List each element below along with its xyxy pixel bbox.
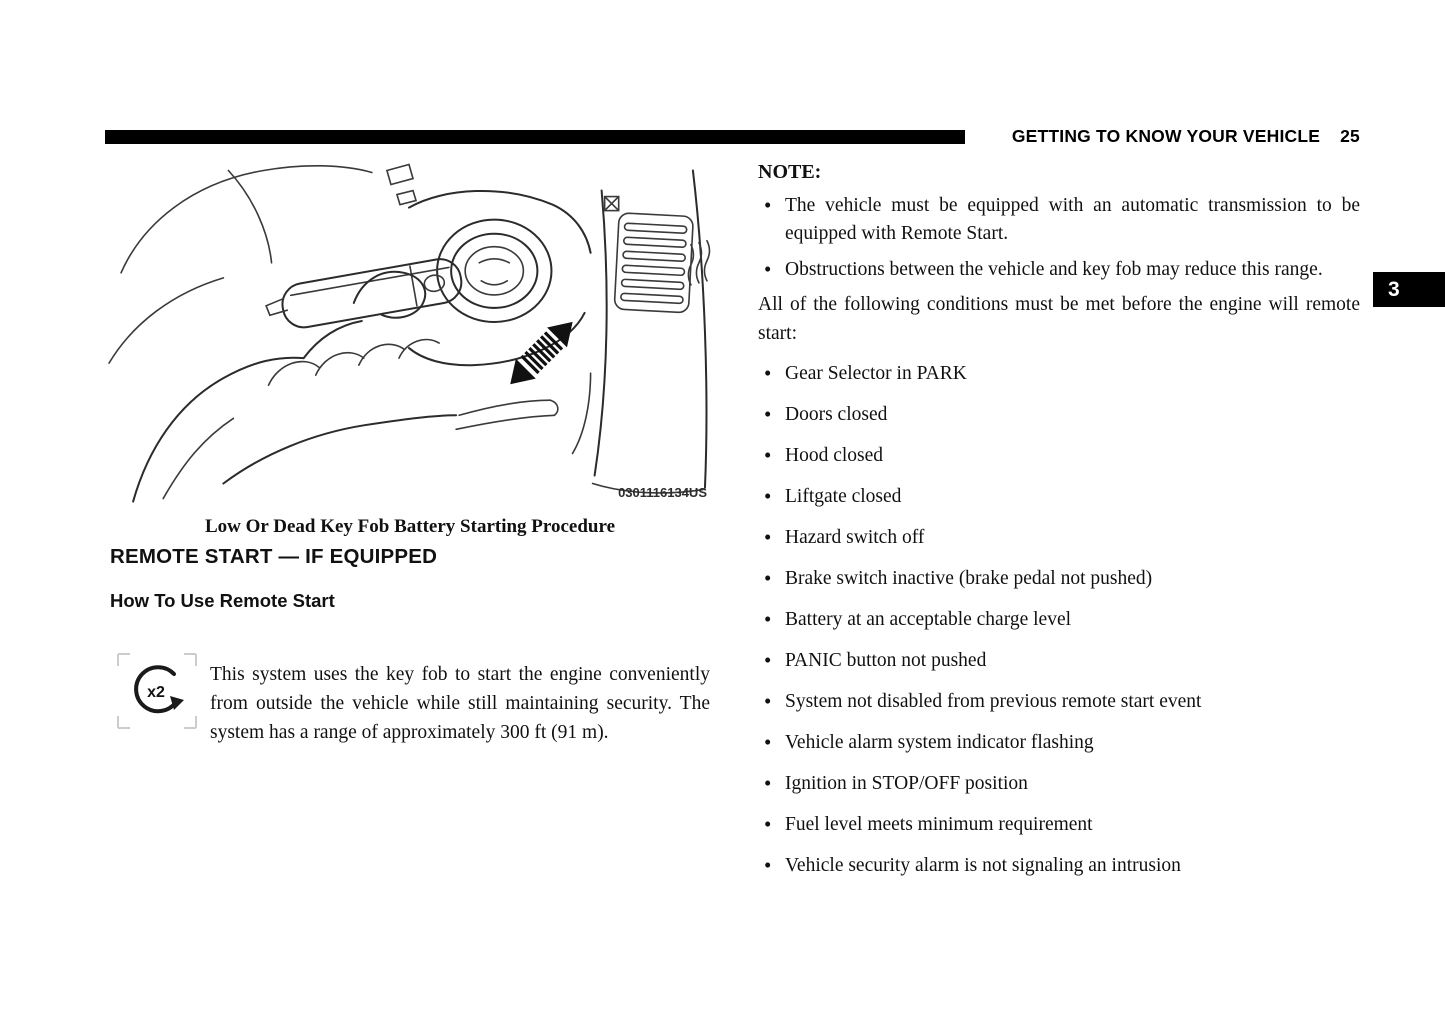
condition-text: Hood closed — [785, 445, 884, 466]
condition-text: Brake switch inactive (brake pedal not pushed) — [785, 568, 1153, 589]
condition-item — [758, 688, 1360, 717]
condition-item — [758, 442, 1360, 471]
condition-item — [758, 729, 1360, 758]
condition-text: Liftgate closed — [785, 486, 902, 507]
condition-item — [758, 524, 1360, 553]
section-heading: REMOTE START — IF EQUIPPED — [110, 545, 438, 568]
condition-item — [758, 647, 1360, 676]
condition-text: PANIC button not pushed — [785, 650, 987, 671]
defrost-icon — [688, 241, 709, 285]
condition-item — [758, 606, 1360, 635]
note-bullet-item — [758, 192, 1360, 249]
running-header — [900, 126, 1360, 147]
conditions-intro: All of the following conditions must be met before the engine will remote start: — [758, 294, 1360, 344]
chapter-title: GETTING TO KNOW YOUR VEHICLE — [1011, 126, 1321, 146]
conditions-list — [758, 360, 1360, 881]
page-number: 25 — [1340, 126, 1360, 146]
condition-text: System not disabled from previous remote start event — [785, 691, 1202, 712]
note-bullet-list — [758, 192, 1360, 285]
condition-text: Hazard switch off — [785, 527, 925, 548]
condition-item — [758, 811, 1360, 840]
condition-text: Vehicle security alarm is not signaling an intrusion — [785, 855, 1181, 876]
header-rule — [105, 130, 965, 144]
keyfob-start-illustration — [103, 152, 717, 504]
condition-item — [758, 360, 1360, 389]
condition-item — [758, 483, 1360, 512]
press-twice-icon — [114, 650, 200, 732]
bullet-text: The vehicle must be equipped with an automatic transmission to be equipped with Remote Start. — [785, 194, 1360, 244]
figure-caption: Low Or Dead Key Fob Battery Starting Procedure — [204, 516, 616, 537]
condition-item — [758, 852, 1360, 881]
right-column — [758, 158, 1360, 893]
subsection-heading: How To Use Remote Start — [110, 590, 335, 611]
note-bullet-item — [758, 256, 1360, 285]
condition-item — [758, 770, 1360, 799]
condition-text: Vehicle alarm system indicator flashing — [785, 732, 1094, 753]
figure — [103, 152, 717, 504]
condition-text: Fuel level meets minimum requirement — [785, 814, 1093, 835]
chapter-tab — [1373, 272, 1445, 307]
press-twice-label: x2 — [147, 684, 165, 701]
condition-text: Ignition in STOP/OFF position — [785, 773, 1028, 794]
body-paragraph: This system uses the key fob to start the engine conveniently from outside the vehicle while still maintaining security. The system has a range of approximately 300 ft (91 m). — [210, 664, 710, 743]
bullet-text: Obstructions between the vehicle and key fob may reduce this range. — [785, 258, 1323, 280]
crossed-box-icon — [605, 197, 619, 211]
note-label: NOTE: — [758, 161, 822, 183]
condition-item — [758, 565, 1360, 594]
condition-text: Gear Selector in PARK — [785, 363, 967, 384]
figure-id: 0301116134US — [618, 485, 707, 500]
chapter-tab-number: 3 — [1388, 277, 1400, 301]
condition-text: Doors closed — [785, 404, 888, 425]
condition-text: Battery at an acceptable charge level — [785, 609, 1072, 630]
condition-item — [758, 401, 1360, 430]
